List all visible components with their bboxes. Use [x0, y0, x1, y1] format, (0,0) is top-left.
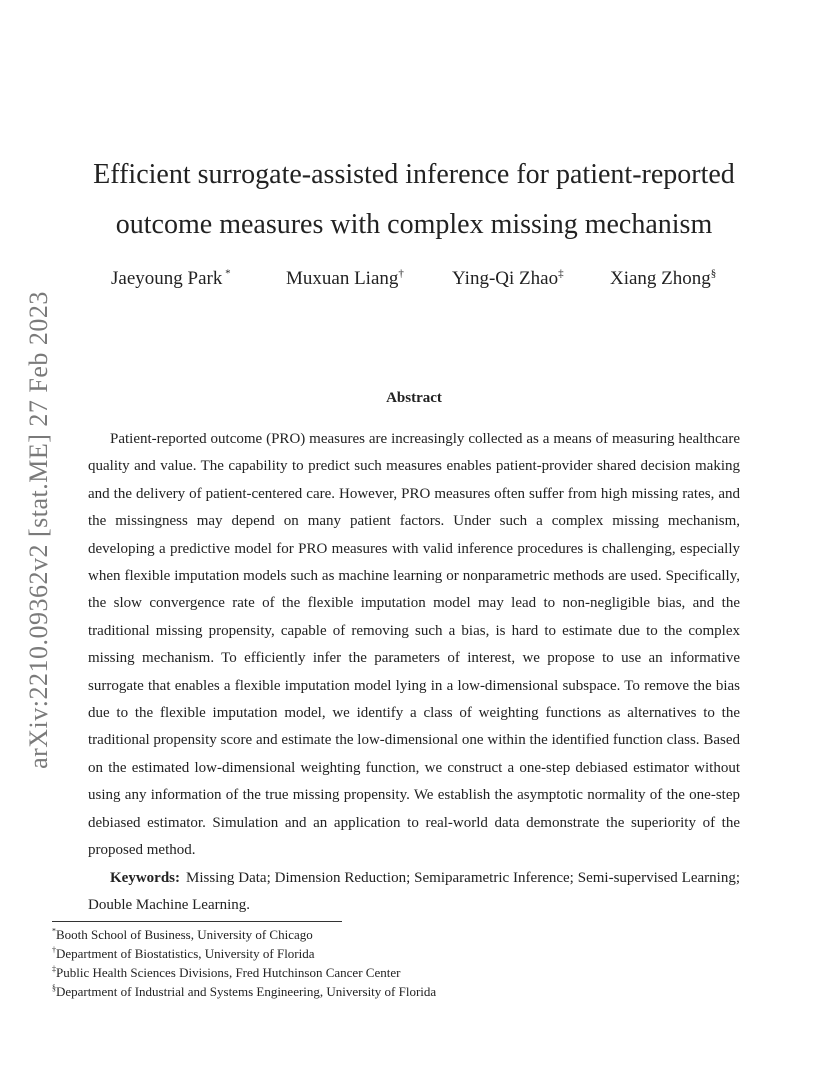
author-1 — [111, 268, 231, 290]
author-3-mark: ‡ — [558, 267, 564, 280]
footnote-divider — [52, 921, 342, 922]
author-4-name: Xiang Zhong — [610, 268, 711, 289]
paper-title: Efficient surrogate-assisted inference for patient-reported outcome measures with complex missing mechanism — [93, 159, 735, 240]
footnote-4-text: Department of Industrial and Systems Engineering, University of Florida — [56, 984, 437, 999]
arxiv-identifier-stamp — [14, 285, 64, 775]
footnote-3-text: Public Health Sciences Divisions, Fred Hutchinson Cancer Center — [56, 965, 401, 980]
keywords-label: Keywords: — [110, 870, 180, 886]
footnote-1 — [52, 925, 752, 944]
keywords — [88, 865, 740, 920]
author-4-mark: § — [710, 267, 717, 280]
footnote-1-mark: * — [52, 926, 56, 936]
abstract-body — [88, 426, 740, 865]
abstract-heading: Abstract — [386, 390, 442, 406]
arxiv-identifier-text: arXiv:2210.09362v2 [stat.ME] 27 Feb 2023 — [24, 291, 53, 769]
author-2-name: Muxuan Liang — [286, 268, 399, 289]
author-4 — [610, 268, 716, 290]
author-1-name: Jaeyoung Park — [111, 268, 223, 289]
author-1-mark: * — [222, 267, 231, 280]
footnote-3 — [52, 963, 752, 982]
footnote-4-mark: § — [52, 983, 56, 993]
footnote-1-text: Booth School of Business, University of Chicago — [56, 927, 313, 942]
abstract-paragraph: Patient-reported outcome (PRO) measures are increasingly collected as a means of measuring healthcare quality and value. The capability to predict such measures enables patient-provider shared decision making and the delivery of patient-centered care. However, PRO measures often suffer from high missing rates, and the missingness may depend on many patient factors. Under such a complex missing mechanism, developing a predictive model for PRO measures with valid inference procedures is challenging, especially when flexible imputation models such as machine learning or nonparametric methods are used. Specifically, the slow convergence rate of the flexible imputation model may lead to non-negligible bias, and the traditional missing propensity, capable of removing such a bias, is hard to estimate due to the complex missing mechanism. To efficiently infer the parameters of interest, we propose to use an informative surrogate that enables a flexible imputation model lying in a low-dimensional subspace. To remove the bias due to the flexible imputation model, we identify a class of weighting functions as alternatives to the traditional propensity score and estimate the low-dimensional one within the identified function class. Based on the estimated low-dimensional weighting function, we construct a one-step debiased estimator without using any information of the true missing propensity. We establish the asymptotic normality of the one-step debiased estimator. Simulation and an application to real-world data demonstrate the superiority of the proposed method. — [88, 431, 740, 859]
author-2-mark: † — [398, 267, 404, 280]
footnote-2 — [52, 944, 752, 963]
footnote-4 — [52, 982, 752, 1001]
author-2 — [286, 268, 404, 290]
author-3-name: Ying-Qi Zhao — [452, 268, 559, 289]
footnotes — [52, 925, 752, 1001]
author-3 — [452, 268, 564, 290]
footnote-2-mark: † — [52, 945, 56, 955]
footnote-3-mark: ‡ — [52, 964, 56, 974]
keywords-text: Missing Data; Dimension Reduction; Semiparametric Inference; Semi-supervised Learning; Double Machine Learning. — [88, 870, 740, 914]
footnote-2-text: Department of Biostatistics, University of Florida — [56, 946, 315, 961]
